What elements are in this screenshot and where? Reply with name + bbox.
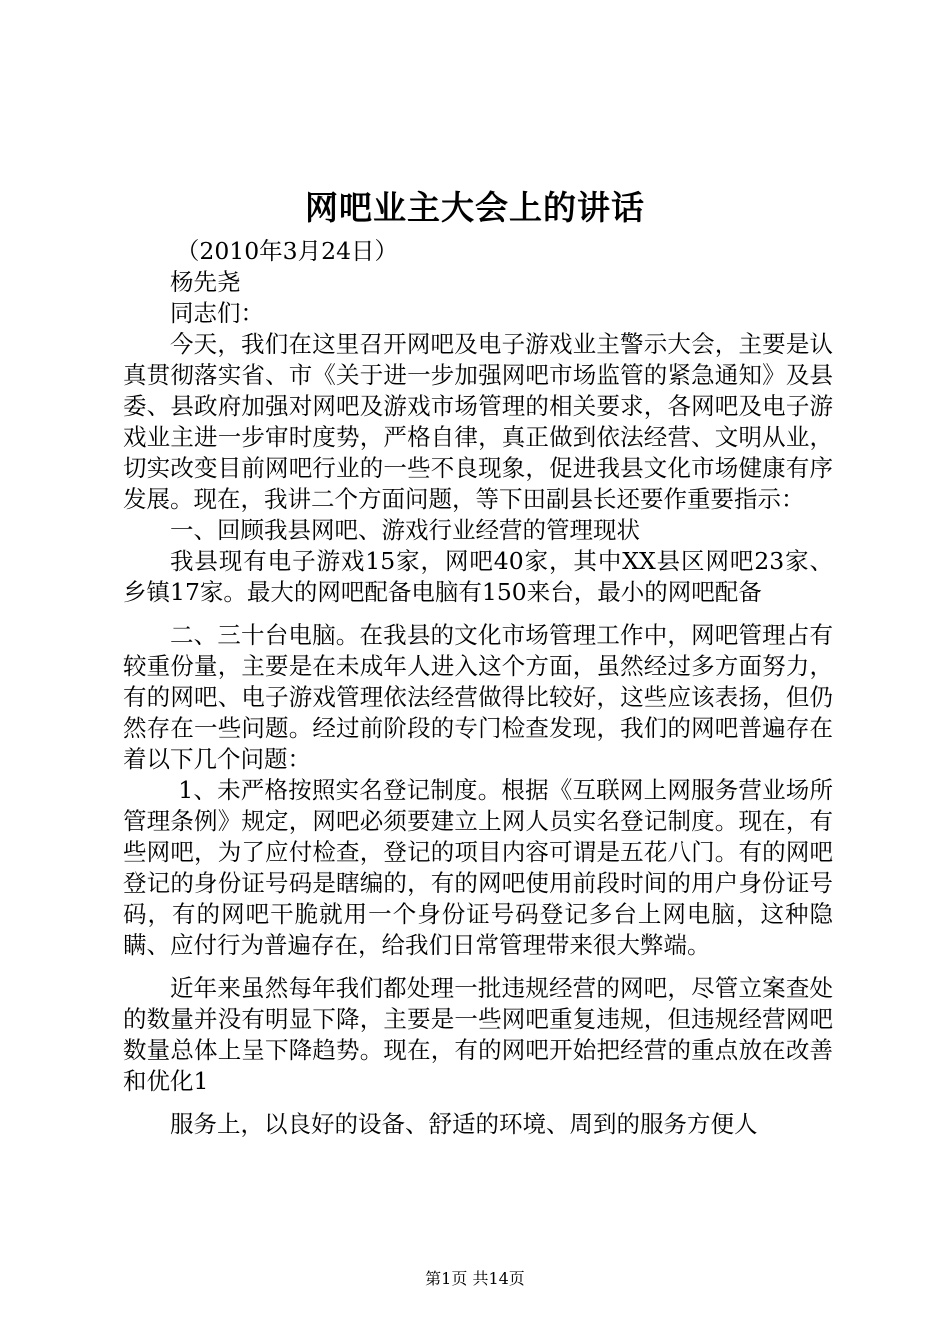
document-title: 网吧业主大会上的讲话 [305,188,645,227]
paragraph-item-1: 1、未严格按照实名登记制度。根据《互联网上网服务营业场所管理条例》规定，网吧必须要建立上网人员实名登记制度。现在，有些网吧，为了应付检查，登记的项目内容可谓是五花八门。有的网吧登记的身份证号码是瞎编的，有的网吧使用前段时间的用户身份证号码，有的网吧干脆就用一个身份证号码登记多台上网电脑，这种隐瞒、应付行为普遍存在，给我们日常管理带来很大弊端。 [123,776,833,959]
paragraph-intro: 今天，我们在这里召开网吧及电子游戏业主警示大会，主要是认真贯彻落实省、市《关于进一步加强网吧市场监管的紧急通知》及县委、县政府加强对网吧及游戏市场管理的相关要求，各网吧及电子游戏业主进一步审时度势，严格自律，真正做到依法经营、文明从业，切实改变目前网吧行业的一些不良现象，促进我县文化市场健康有序发展。现在，我讲二个方面问题，等下田副县长还要作重要指示： [123,330,833,513]
section-heading-1: 一、回顾我县网吧、游戏行业经营的管理现状 [170,516,640,544]
document-body [123,236,833,1140]
paragraph-service: 服务上，以良好的设备、舒适的环境、周到的服务方便人 [170,1110,758,1138]
salutation: 同志们： [170,299,264,327]
speech-date: （2010年3月24日） [175,237,399,265]
speaker-name: 杨先尧 [170,268,241,296]
paragraph-status: 我县现有电子游戏15家，网吧40家，其中XX县区网吧23家、乡镇17家。最大的网吧配备电脑有150来台，最小的网吧配备 [123,547,833,606]
page-number-footer: 第1页 共14页 [425,1269,525,1288]
paragraph-management: 二、三十台电脑。在我县的文化市场管理工作中，网吧管理占有较重份量，主要是在未成年人进入这个方面，虽然经过多方面努力，有的网吧、电子游戏管理依法经营做得比较好，这些应该表扬，但仍然存在一些问题。经过前阶段的专门检查发现，我们的网吧普遍存在着以下几个问题： [123,621,833,773]
paragraph-trend: 近年来虽然每年我们都处理一批违规经营的网吧，尽管立案查处的数量并没有明显下降，主要是一些网吧重复违规，但违规经营网吧数量总体上呈下降趋势。现在，有的网吧开始把经营的重点放在改善和优化1 [123,974,833,1095]
